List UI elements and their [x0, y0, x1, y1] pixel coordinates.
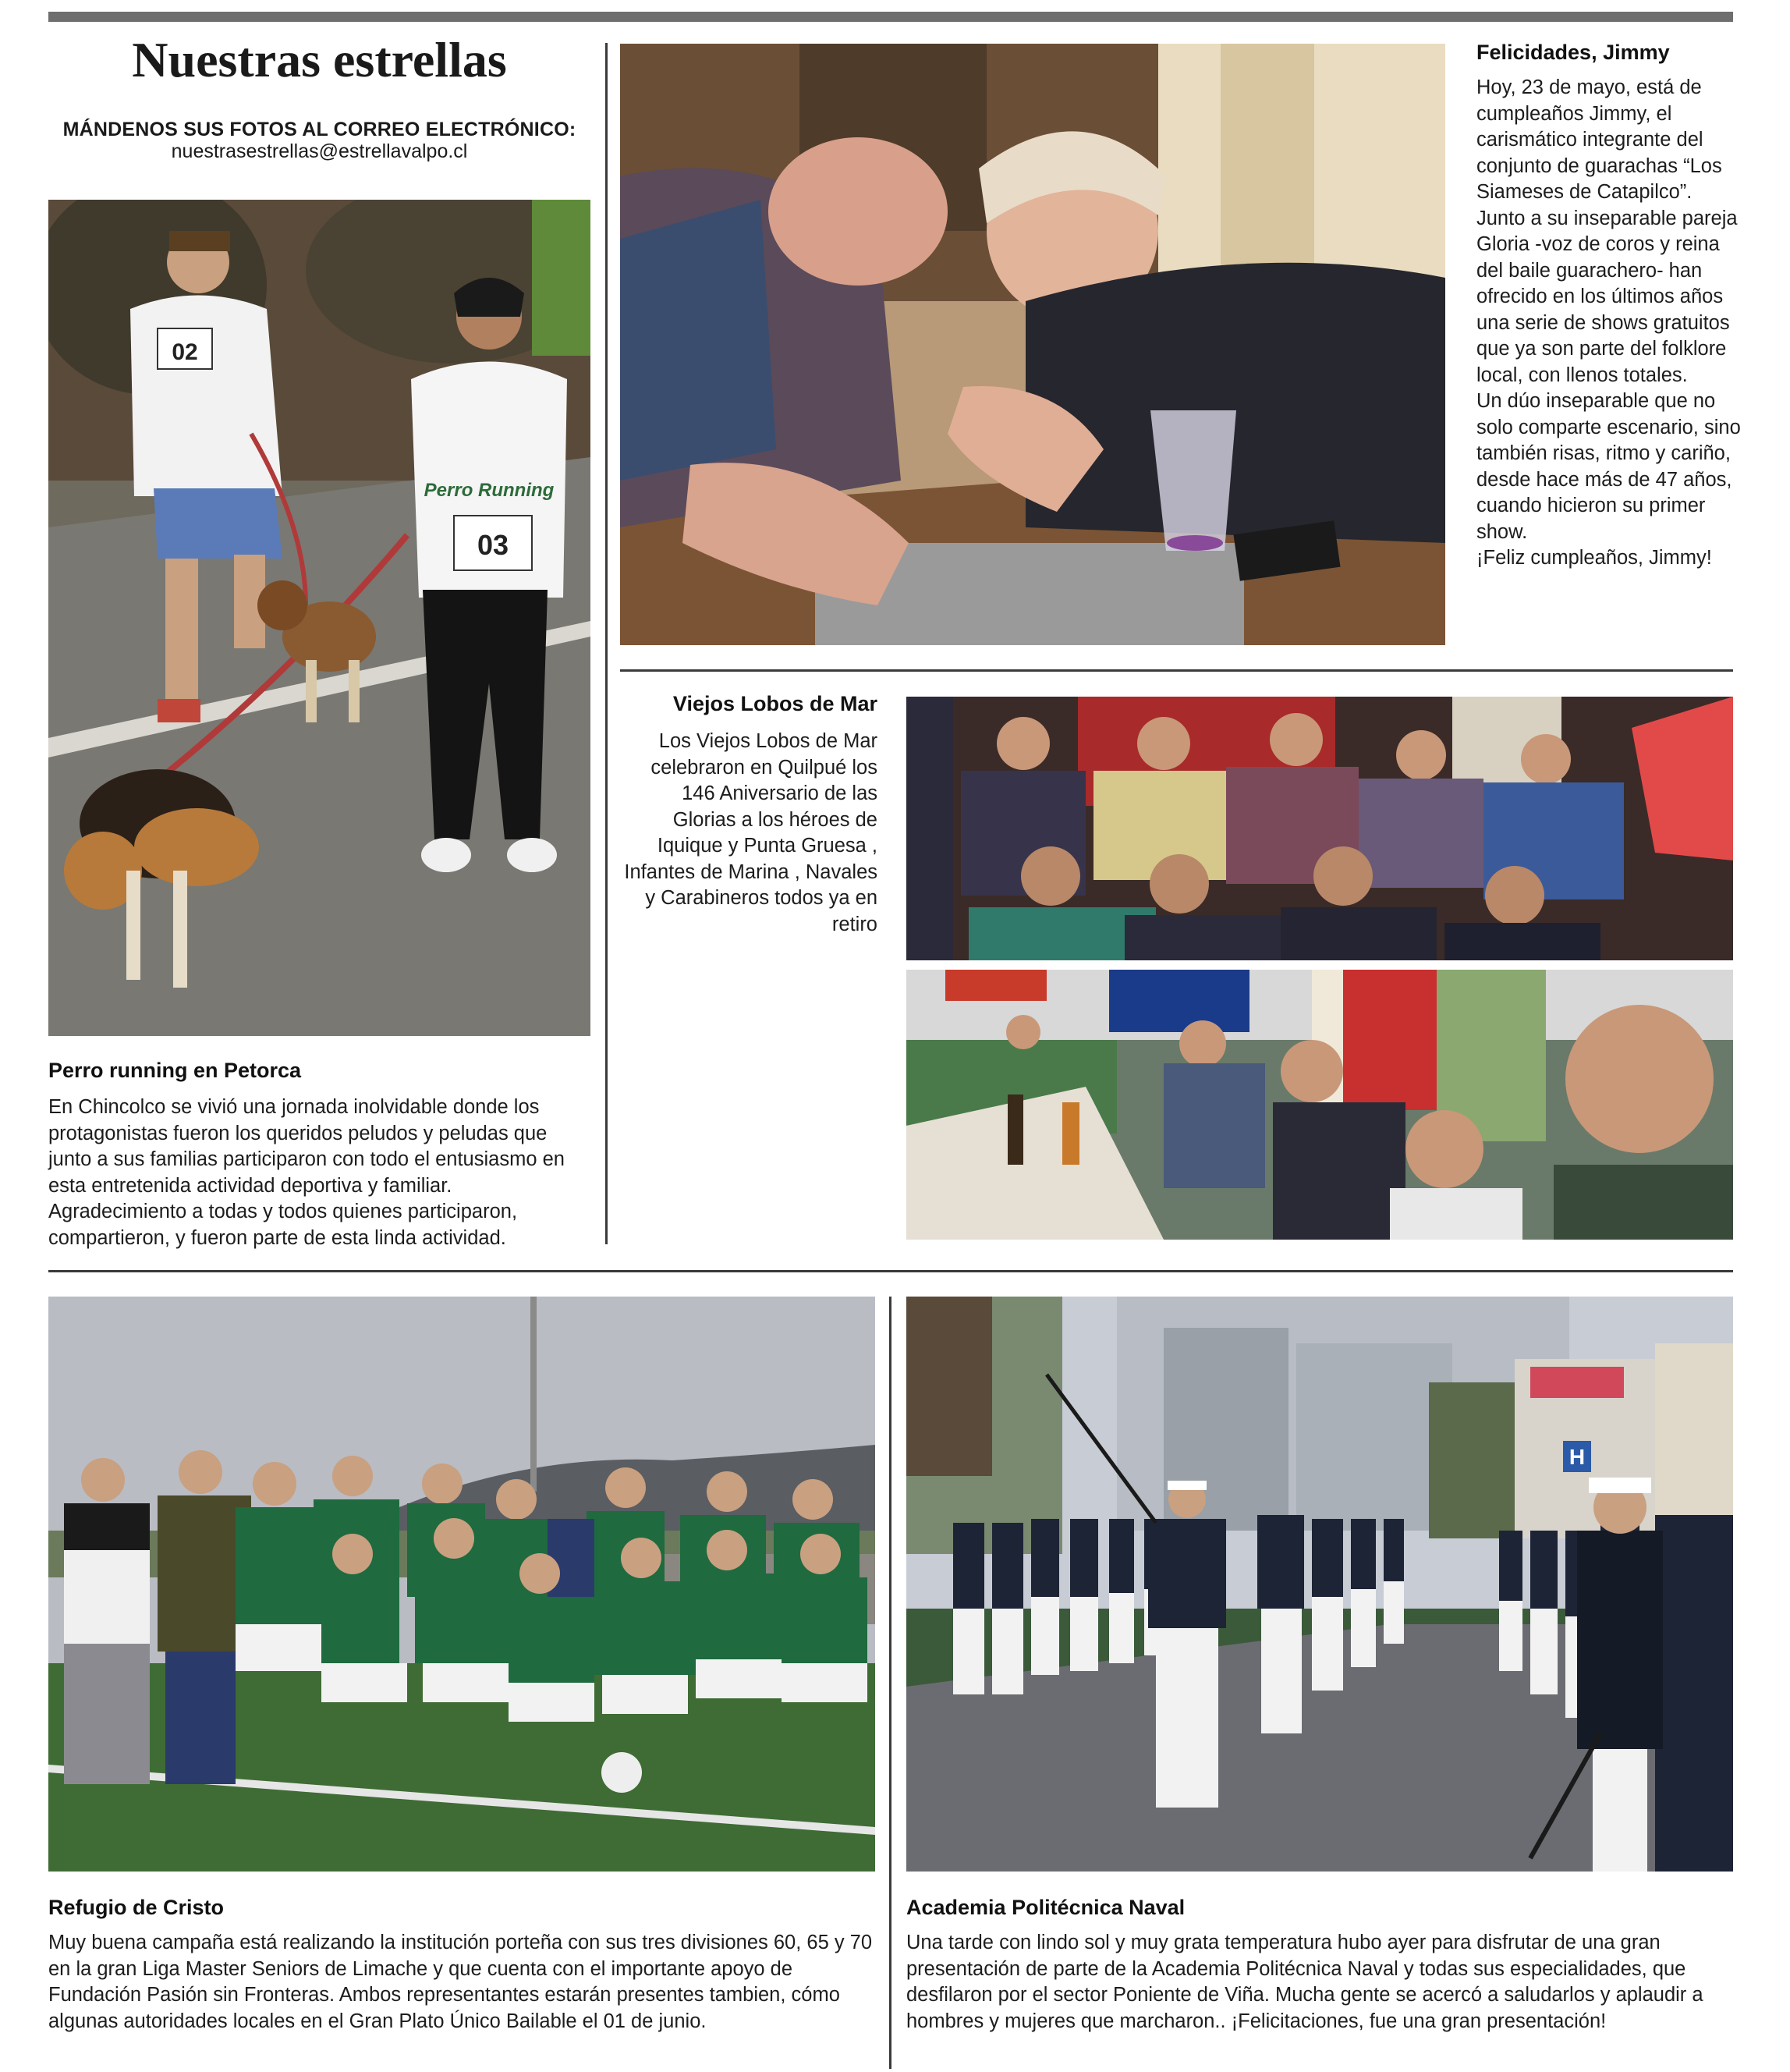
- photo-refugio-team: [48, 1297, 875, 1872]
- bib-number-woman: 03: [477, 529, 509, 561]
- caption-body-petorca: En Chincolco se vivió una jornada inolvidable donde los protagonistas fueron los queridos peludos y peludas que junto a sus familias participaron con todo el entusiasmo en esta entretenida actividad deportiva y familiar. Agradecimiento a todas y todos quienes participaron, compartieron, y fueron parte de esta linda actividad.: [48, 1096, 565, 1249]
- caption-title-academia: Academia Politécnica Naval: [906, 1896, 1186, 1919]
- column-divider-top: [605, 43, 608, 1244]
- caption-body-lobos: Los Viejos Lobos de Mar celebraron en Quilpué los 146 Aniversario de las Glorias a los héroes de Iquique y Punta Gruesa , Infantes de Marina , Navales y Carabineros todos ya en retiro: [624, 730, 877, 935]
- bib-number-man: 02: [172, 339, 198, 365]
- caption-body-jimmy-p3: ¡Feliz cumpleaños, Jimmy!: [1476, 547, 1712, 569]
- caption-body-jimmy-p2: Un dúo inseparable que no solo comparte escenario, sino también risas, ritmo y cariño, desde hace más de 47 años, cuando hicieron su primer show.: [1476, 390, 1741, 543]
- column-divider-bottom: [889, 1297, 891, 2069]
- page-title: Nuestras estrellas: [132, 32, 507, 87]
- caption-body-refugio: Muy buena campaña está realizando la institución porteña con sus tres divisiones 60, 65 y 70 en la gran Liga Master Seniors de Limache y que cuenta con el importante apoyo de Fundación Pasión sin Fronteras. Ambos representantes estarán presentes tambien, cómo algunas autoridades locales en el Gran Plato Único Bailable el 01 de junio.: [48, 1932, 873, 2032]
- submission-email[interactable]: nuestrasestrellas@estrellavalpo.cl: [171, 140, 468, 162]
- photo-jimmy-gloria: [620, 44, 1445, 645]
- shirt-print: Perro Running: [424, 480, 555, 501]
- caption-title-lobos: Viejos Lobos de Mar: [672, 692, 877, 715]
- top-rule: [48, 12, 1733, 22]
- photo-lobos-lunch: [906, 970, 1733, 1240]
- photo-lobos-group: [906, 697, 1733, 960]
- submission-instructions: MÁNDENOS SUS FOTOS AL CORREO ELECTRÓNICO:: [62, 119, 576, 140]
- caption-title-jimmy: Felicidades, Jimmy: [1476, 41, 1670, 64]
- caption-body-jimmy-p1: Hoy, 23 de mayo, está de cumpleaños Jimmy, el carismático integrante del conjunto de guarachas “Los Siameses de Catapilco”. Junto a su inseparable pareja Gloria -voz de coros y reina del baile guarachero- han ofrecido en los últimos años una serie de shows gratuitos que ya son parte del folklore local, con llenos totales.: [1476, 76, 1738, 386]
- caption-body-academia: Una tarde con lindo sol y muy grata temperatura hubo ayer para disfrutar de una gran presentación de parte de la Academia Politécnica Naval y todas sus especialidades, que desfilaron por el sector Poniente de Viña. Mucha gente se acercó a saludarlos y aplaudir a hombres y mujeres que marcharon.. ¡Felicitaciones, fue una gran presentación!: [906, 1932, 1703, 2032]
- photo-perro-running: [48, 200, 590, 1036]
- divider-top-bottom: [48, 1270, 1733, 1272]
- photo-academia-naval: [906, 1297, 1733, 1872]
- divider-jimmy-lobos: [620, 669, 1733, 672]
- hospital-sign-letter: H: [1568, 1445, 1586, 1469]
- caption-title-petorca: Perro running en Petorca: [48, 1059, 302, 1082]
- caption-title-refugio: Refugio de Cristo: [48, 1896, 225, 1919]
